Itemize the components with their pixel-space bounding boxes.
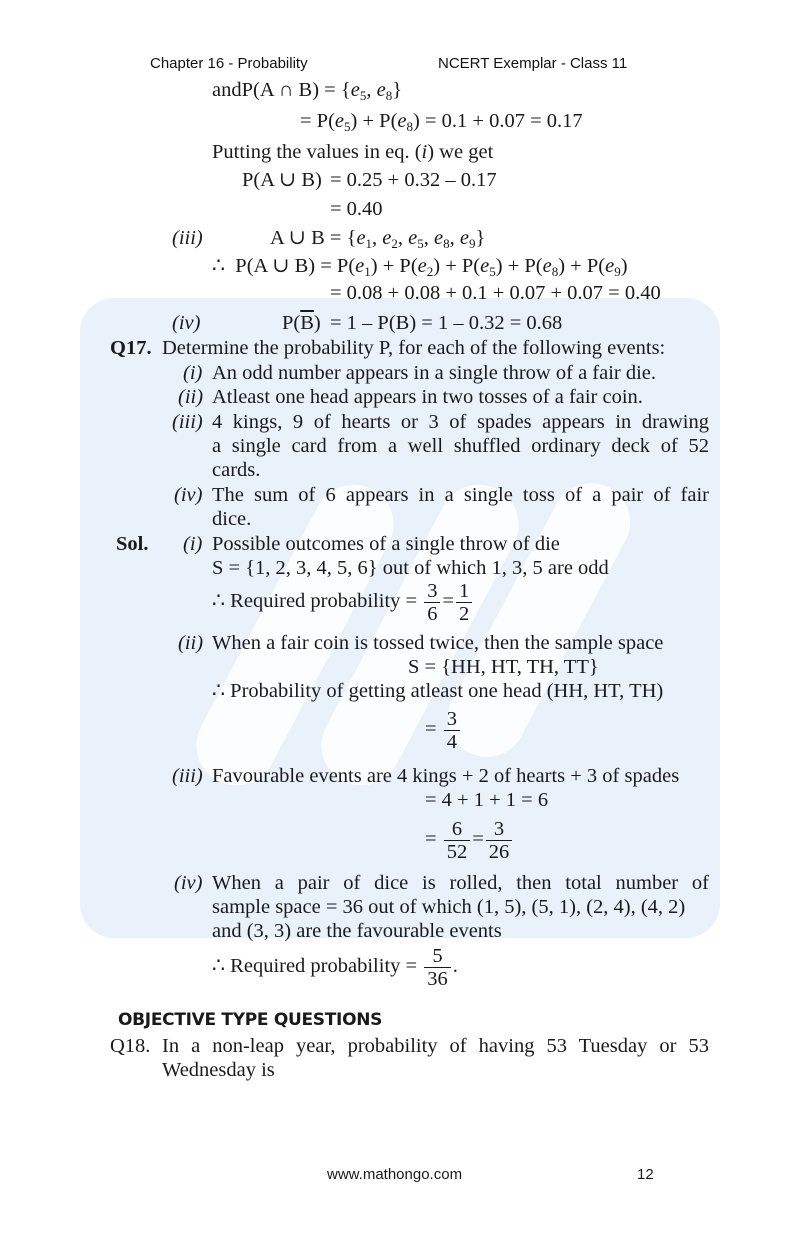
option-label: (i) (183, 362, 203, 384)
fraction: $\frac{3}{4}$ (444, 708, 460, 753)
solution-part-label: (iv) (174, 872, 203, 894)
question-stem: Determine the probability P, for each of the following events: (162, 337, 666, 359)
solution-result: ∴ Required probability = $\frac{3}{6}$ = $\frac{1}{2}$ (212, 580, 474, 625)
fraction: $\frac{3}{6}$ (424, 580, 440, 625)
solution-text: sample space = 36 out of which (1, 5), (5, 1), (2, 4), (4, 2) (212, 896, 686, 918)
union-rhs: = 0.25 + 0.32 – 0.17 (330, 169, 497, 191)
fraction: $\frac{3}{26}$ (486, 818, 513, 863)
option-label: (iii) (172, 411, 203, 433)
intersection-line: andP(A ∩ $B) = \{e_5$, $e_8$} (212, 79, 403, 103)
solution-text: = 4 + 1 + 1 = 6 (425, 789, 549, 811)
option-label: (iv) (174, 484, 203, 506)
part-iii-sum: = 0.08 + 0.08 + 0.1 + 0.07 + 0.07 = 0.40 (330, 282, 661, 304)
question-number: Q17. (110, 337, 152, 359)
solution-result: = $\frac{6}{52}$ = $\frac{3}{26}$ (425, 818, 514, 863)
solution-result: ∴ Required probability = $\frac{5}{36}$ . (212, 945, 458, 990)
header-chapter: Chapter 16 - Probability (150, 55, 308, 72)
part-iii-label: (iii) (172, 227, 203, 249)
part-iii-set: A ∪ $B = \{e_1$, $e_2$, $e_5$, $e_8$, $e_9$} (270, 227, 486, 251)
solution-text: and (3, 3) are the favourable events (212, 920, 502, 942)
option-text: dice. (212, 508, 252, 530)
option-text: a single card from a well shuffled ordinary deck of 52 (212, 435, 709, 457)
page-number: 12 (637, 1166, 654, 1183)
footer-url[interactable]: www.mathongo.com (327, 1166, 463, 1183)
solution-result: = $\frac{3}{4}$ (425, 708, 462, 753)
option-text: The sum of 6 appears in a single toss of a pair of fair (212, 484, 709, 506)
putting-values-text: Putting the values in eq. (i) we get (212, 141, 494, 163)
fraction: $\frac{5}{36}$ (424, 945, 451, 990)
solution-text: Possible outcomes of a single throw of die (212, 533, 560, 555)
header-book: NCERT Exemplar - Class 11 (438, 55, 628, 72)
option-text: An odd number appears in a single throw of a fair die. (212, 362, 657, 384)
solution-part-label: (iii) (172, 765, 203, 787)
part-iii-probability: ∴ P(A ∪ $B) = P(e_1) + P(e_2) + P(e_5) + P(e_8) + P(e_9)$ (212, 255, 628, 279)
solution-text: S = {1, 2, 3, 4, 5, 6} out of which 1, 3, 5 are odd (212, 557, 609, 579)
union-lhs: P(A ∪ B) (242, 169, 322, 191)
question-text: Wednesday is (162, 1059, 275, 1081)
solution-part-label: (ii) (178, 632, 204, 654)
option-text: Atleast one head appears in two tosses of a fair coin. (212, 386, 643, 408)
union-result: = 0.40 (330, 198, 383, 220)
solution-text: When a pair of dice is rolled, then total number of (212, 872, 709, 894)
solution-label: Sol. (116, 533, 149, 555)
question-text: In a non-leap year, probability of having 53 Tuesday or 53 (162, 1035, 709, 1057)
fraction: $\frac{1}{2}$ (456, 580, 472, 625)
question-number: Q18. (110, 1035, 151, 1057)
intersection-value: = $P(e_5) + P(e_8) = 0.1 + 0.07 = 0.17$ (300, 110, 583, 134)
part-iv-lhs: $P(\overline{B})$ (282, 312, 321, 334)
solution-text: Favourable events are 4 kings + 2 of hearts + 3 of spades (212, 765, 680, 787)
solution-text: S = {HH, HT, TH, TT} (408, 656, 599, 678)
option-label: (ii) (178, 386, 204, 408)
option-text: cards. (212, 459, 261, 481)
result-prefix: ∴ Required probability = (212, 590, 418, 613)
solution-part-label: (i) (183, 533, 203, 555)
part-iv-label: (iv) (172, 312, 201, 334)
section-heading: OBJECTIVE TYPE QUESTIONS (118, 1010, 383, 1030)
solution-text: When a fair coin is tossed twice, then the sample space (212, 632, 664, 654)
part-iv-rhs: = 1 – P(B) = 1 – 0.32 = 0.68 (330, 312, 563, 334)
fraction: $\frac{6}{52}$ (444, 818, 471, 863)
option-text: 4 kings, 9 of hearts or 3 of spades appears in drawing (212, 411, 709, 433)
solution-text: ∴ Probability of getting atleast one head (HH, HT, TH) (212, 680, 664, 702)
